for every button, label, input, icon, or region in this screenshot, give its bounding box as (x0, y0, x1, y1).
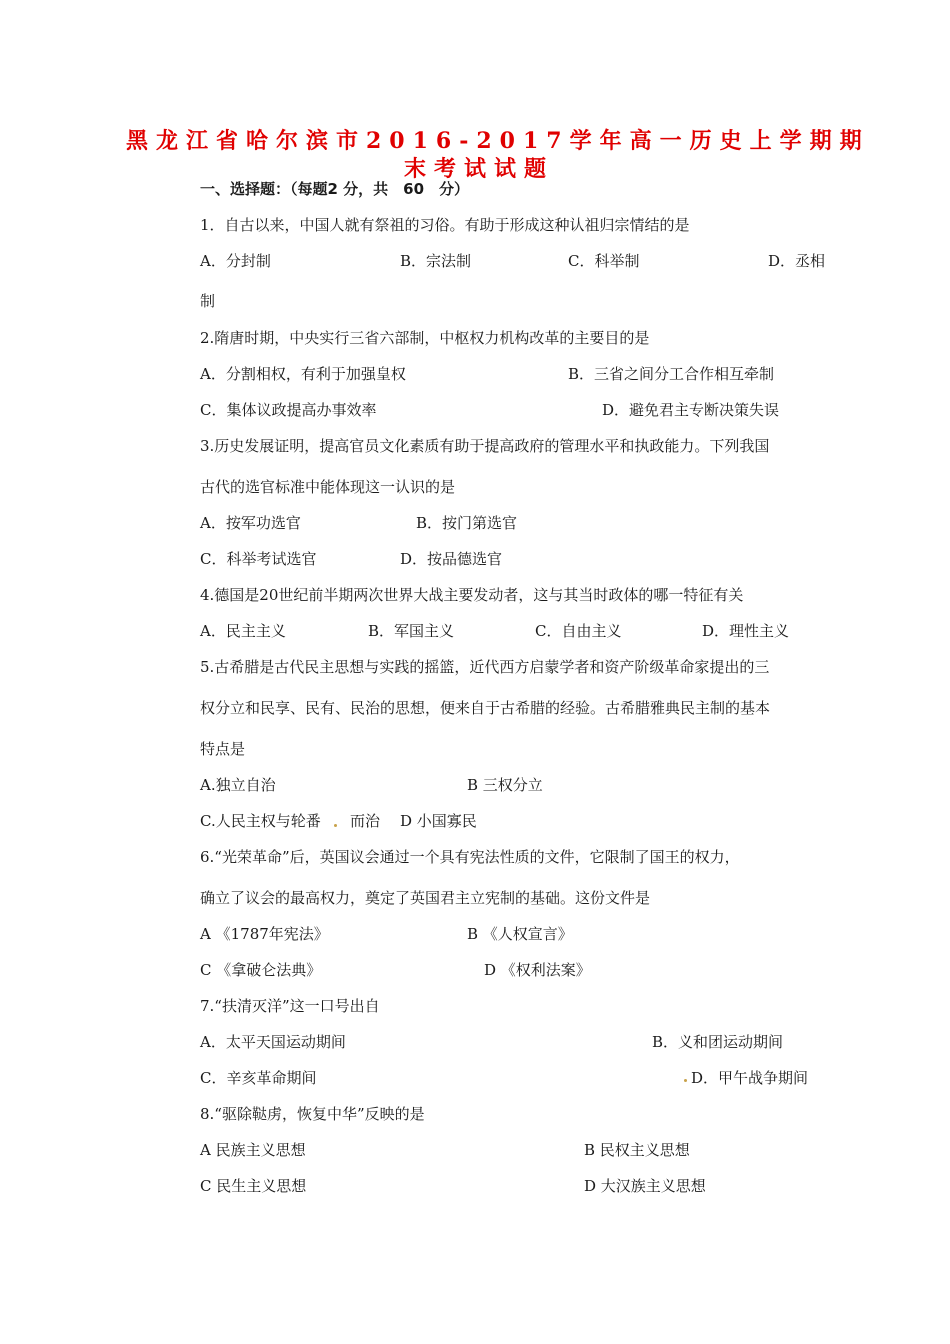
question-6-option-c: C 《拿破仑法典》 (200, 961, 322, 979)
question-8-option-c: C 民生主义思想 (200, 1177, 307, 1195)
question-8-option-b: B 民权主义思想 (584, 1141, 690, 1159)
question-5-option-c: C.人民主权与轮番 (200, 812, 321, 830)
question-5-stem-line1: 5.古希腊是古代民主思想与实践的摇篮，近代西方启蒙学者和资产阶级革命家提出的三 (200, 658, 770, 676)
question-3-stem-line1: 3.历史发展证明，提高官员文化素质有助于提高政府的管理水平和执政能力。下列我国 (200, 437, 770, 455)
question-3-option-c: C．科举考试选官 (200, 550, 317, 568)
question-5-option-d: D 小国寡民 (400, 812, 477, 830)
question-4-option-c: C．自由主义 (535, 622, 622, 640)
question-6-stem-line2: 确立了议会的最高权力，奠定了英国君主立宪制的基础。这份文件是 (200, 889, 651, 907)
question-5-stem-line3: 特点是 (200, 740, 246, 758)
section-heading: 一、选择题：（每题2 分，共 60 分） (200, 180, 470, 198)
speck-mark (684, 1079, 687, 1082)
question-5-option-b: B 三权分立 (467, 776, 543, 794)
question-1-option-b: B．宗法制 (400, 252, 472, 270)
question-6-option-a: A 《1787年宪法》 (200, 925, 329, 943)
question-7-option-c: C．辛亥革命期间 (200, 1069, 317, 1087)
question-7-option-d: D．甲午战争期间 (691, 1069, 809, 1087)
question-8-option-d: D 大汉族主义思想 (584, 1177, 706, 1195)
question-1-option-c: C．科举制 (568, 252, 640, 270)
question-2-option-b: B．三省之间分工合作相互牵制 (568, 365, 775, 383)
speck-mark (334, 824, 337, 827)
question-3-stem-line2: 古代的选官标准中能体现这一认识的是 (200, 478, 456, 496)
question-3-option-a: A．按军功选官 (200, 514, 301, 532)
question-2-option-d: D．避免君主专断决策失误 (602, 401, 780, 419)
question-1-stem: 1．自古以来，中国人就有祭祖的习俗。有助于形成这种认祖归宗情结的是 (200, 216, 690, 234)
question-4-stem: 4.德国是20世纪前半期两次世界大战主要发动者，这与其当时政体的哪一特征有关 (200, 586, 744, 604)
question-1-option-d: D．丞相 (768, 252, 826, 270)
question-1-option-a: A．分封制 (200, 252, 271, 270)
question-3-option-d: D．按品德选官 (400, 550, 503, 568)
document-title-line1: 黑龙江省哈尔滨市2016-2017学年高一历史上学期期 (126, 128, 870, 154)
question-5-option-c-tail: 而治 (350, 812, 381, 830)
question-4-option-b: B．军国主义 (368, 622, 455, 640)
question-6-option-d: D 《权利法案》 (484, 961, 591, 979)
question-8-option-a: A 民族主义思想 (200, 1141, 306, 1159)
question-2-stem: 2.隋唐时期，中央实行三省六部制，中枢权力机构改革的主要目的是 (200, 329, 650, 347)
question-8-stem: 8.“驱除鞑虏，恢复中华”反映的是 (200, 1105, 425, 1123)
question-7-stem: 7.“扶清灭洋”这一口号出自 (200, 997, 380, 1015)
question-2-option-c: C．集体议政提高办事效率 (200, 401, 377, 419)
question-5-option-a: A.独立自治 (200, 776, 276, 794)
question-1-option-d-wrap: 制 (200, 292, 216, 310)
question-2-option-a: A．分割相权，有利于加强皇权 (200, 365, 406, 383)
document-title-line2: 末考试试题 (404, 156, 555, 182)
question-7-option-b: B．义和团运动期间 (652, 1033, 784, 1051)
question-6-stem-line1: 6.“光荣革命”后，英国议会通过一个具有宪法性质的文件，它限制了国王的权力， (200, 848, 740, 866)
question-3-option-b: B．按门第选官 (416, 514, 518, 532)
question-7-option-a: A．太平天国运动期间 (200, 1033, 346, 1051)
question-4-option-a: A．民主主义 (200, 622, 286, 640)
question-4-option-d: D．理性主义 (702, 622, 790, 640)
question-5-stem-line2: 权分立和民享、民有、民治的思想，便来自于古希腊的经验。古希腊雅典民主制的基本 (200, 699, 771, 717)
question-6-option-b: B 《人权宣言》 (467, 925, 573, 943)
